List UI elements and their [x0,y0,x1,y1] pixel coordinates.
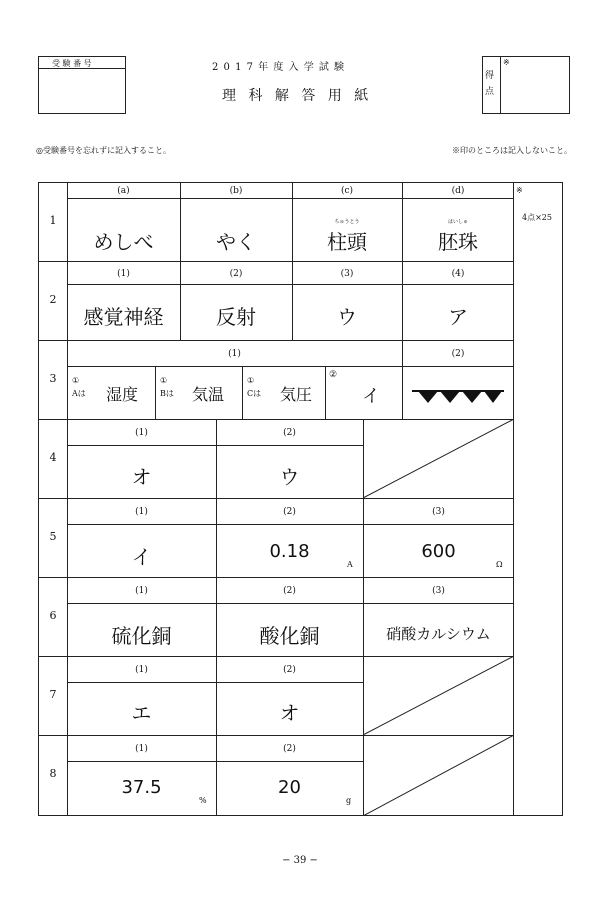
q3-answer-2[interactable]: イ [362,386,380,407]
q2-answer-1[interactable]: 感覚神経 [83,305,164,329]
score-column-points: 4点×25 [522,213,552,222]
question-number-5: 5 [49,530,57,543]
q3-answer-b[interactable]: 気温 [192,385,225,404]
q6-answer-3[interactable]: 硝酸カルシウム [386,625,491,643]
q4-answer-1[interactable]: オ [131,465,152,489]
q7-blank-cell [363,656,514,735]
q5-unit-3: Ω [496,560,503,569]
q2-label-3: (3) [340,269,354,279]
q3-circle-b: ① [160,376,168,385]
q7-answer-2[interactable]: オ [279,701,300,725]
q4-blank-cell [363,419,514,498]
q8-blank-cell [363,735,514,816]
q1-answer-b[interactable]: やく [216,230,256,254]
q4-label-2: (2) [283,428,296,438]
q1-ruby-c: ちゅうとう [334,219,360,225]
q1-label-b: (b) [229,186,243,196]
q2-answer-2[interactable]: 反射 [216,305,256,329]
q3-label-2: (2) [451,349,465,359]
q6-answer-1[interactable]: 硫化銅 [111,624,172,648]
q3-circle-a: ① [72,376,80,385]
q1-answer-a[interactable]: めしべ [93,230,154,254]
q3-sub-a: Aは [72,389,86,398]
question-number-1: 1 [49,214,57,227]
page-number: − 39 − [282,855,318,866]
q8-label-1: (1) [135,744,148,754]
q2-label-1: (1) [117,269,130,279]
q8-unit-2: g [346,796,352,805]
q7-answer-1[interactable]: エ [131,701,152,725]
q6-label-1: (1) [135,586,148,596]
front-symbol-icon[interactable] [410,386,506,410]
q1-label-a: (a) [117,186,130,196]
q2-answer-4[interactable]: ア [448,305,468,329]
q1-ruby-d: はいしゅ [447,219,468,225]
q3-label-1: (1) [228,349,241,359]
q4-label-1: (1) [135,428,148,438]
q5-answer-3[interactable]: 600 [421,541,456,562]
q4-answer-2[interactable]: ウ [279,465,300,489]
score-mark: ※ [503,58,510,67]
q2-label-2: (2) [229,269,243,279]
q3-sub-c: Cは [247,389,262,398]
q1-label-d: (d) [451,186,465,196]
q3-sub-b: Bは [160,389,174,398]
q6-answer-2[interactable]: 酸化銅 [259,624,320,648]
score-label: 得点 [485,71,495,97]
question-number-8: 8 [49,767,57,780]
q5-unit-2: A [347,560,353,569]
question-number-3: 3 [49,372,57,385]
q2-answer-3[interactable]: ウ [337,305,357,329]
q3-answer-a[interactable]: 湿度 [106,385,139,404]
question-number-4: 4 [49,451,57,464]
score-column-mark: ※ [516,186,523,195]
note-right: ※印のところは記入しないこと。 [452,146,572,155]
exam-number-label: 受 験 番 号 [52,59,92,68]
page-title: 理 科 解 答 用 紙 [222,88,373,104]
q5-label-3: (3) [432,507,445,517]
q5-label-1: (1) [135,507,148,517]
q6-label-2: (2) [283,586,296,596]
question-number-7: 7 [49,688,57,701]
q2-label-4: (4) [451,269,465,279]
note-left: ◎受験番号を忘れずに記入すること。 [36,146,171,155]
q8-answer-2[interactable]: 20 [278,777,301,798]
exam-year-title: 2 0 1 7 年 度 入 学 試 験 [212,62,346,73]
question-number-6: 6 [49,609,57,622]
q8-label-2: (2) [283,744,296,754]
score-column [513,182,563,816]
q1-answer-c[interactable]: 柱頭 [327,230,367,254]
q7-label-2: (2) [283,665,296,675]
q8-answer-1[interactable]: 37.5 [121,777,162,798]
q8-unit-1: % [199,796,207,805]
q7-label-1: (1) [135,665,148,675]
q5-answer-1[interactable]: イ [131,545,152,569]
q6-label-3: (3) [432,586,445,596]
q3-answer-c[interactable]: 気圧 [280,385,313,404]
q1-label-c: (c) [340,186,354,196]
q5-answer-2[interactable]: 0.18 [269,541,310,562]
q3-circle-c: ① [247,376,255,385]
q3-sub-2: ② [329,370,338,380]
q1-answer-d[interactable]: 胚珠 [438,230,478,254]
q5-label-2: (2) [283,507,296,517]
question-number-2: 2 [49,293,57,306]
